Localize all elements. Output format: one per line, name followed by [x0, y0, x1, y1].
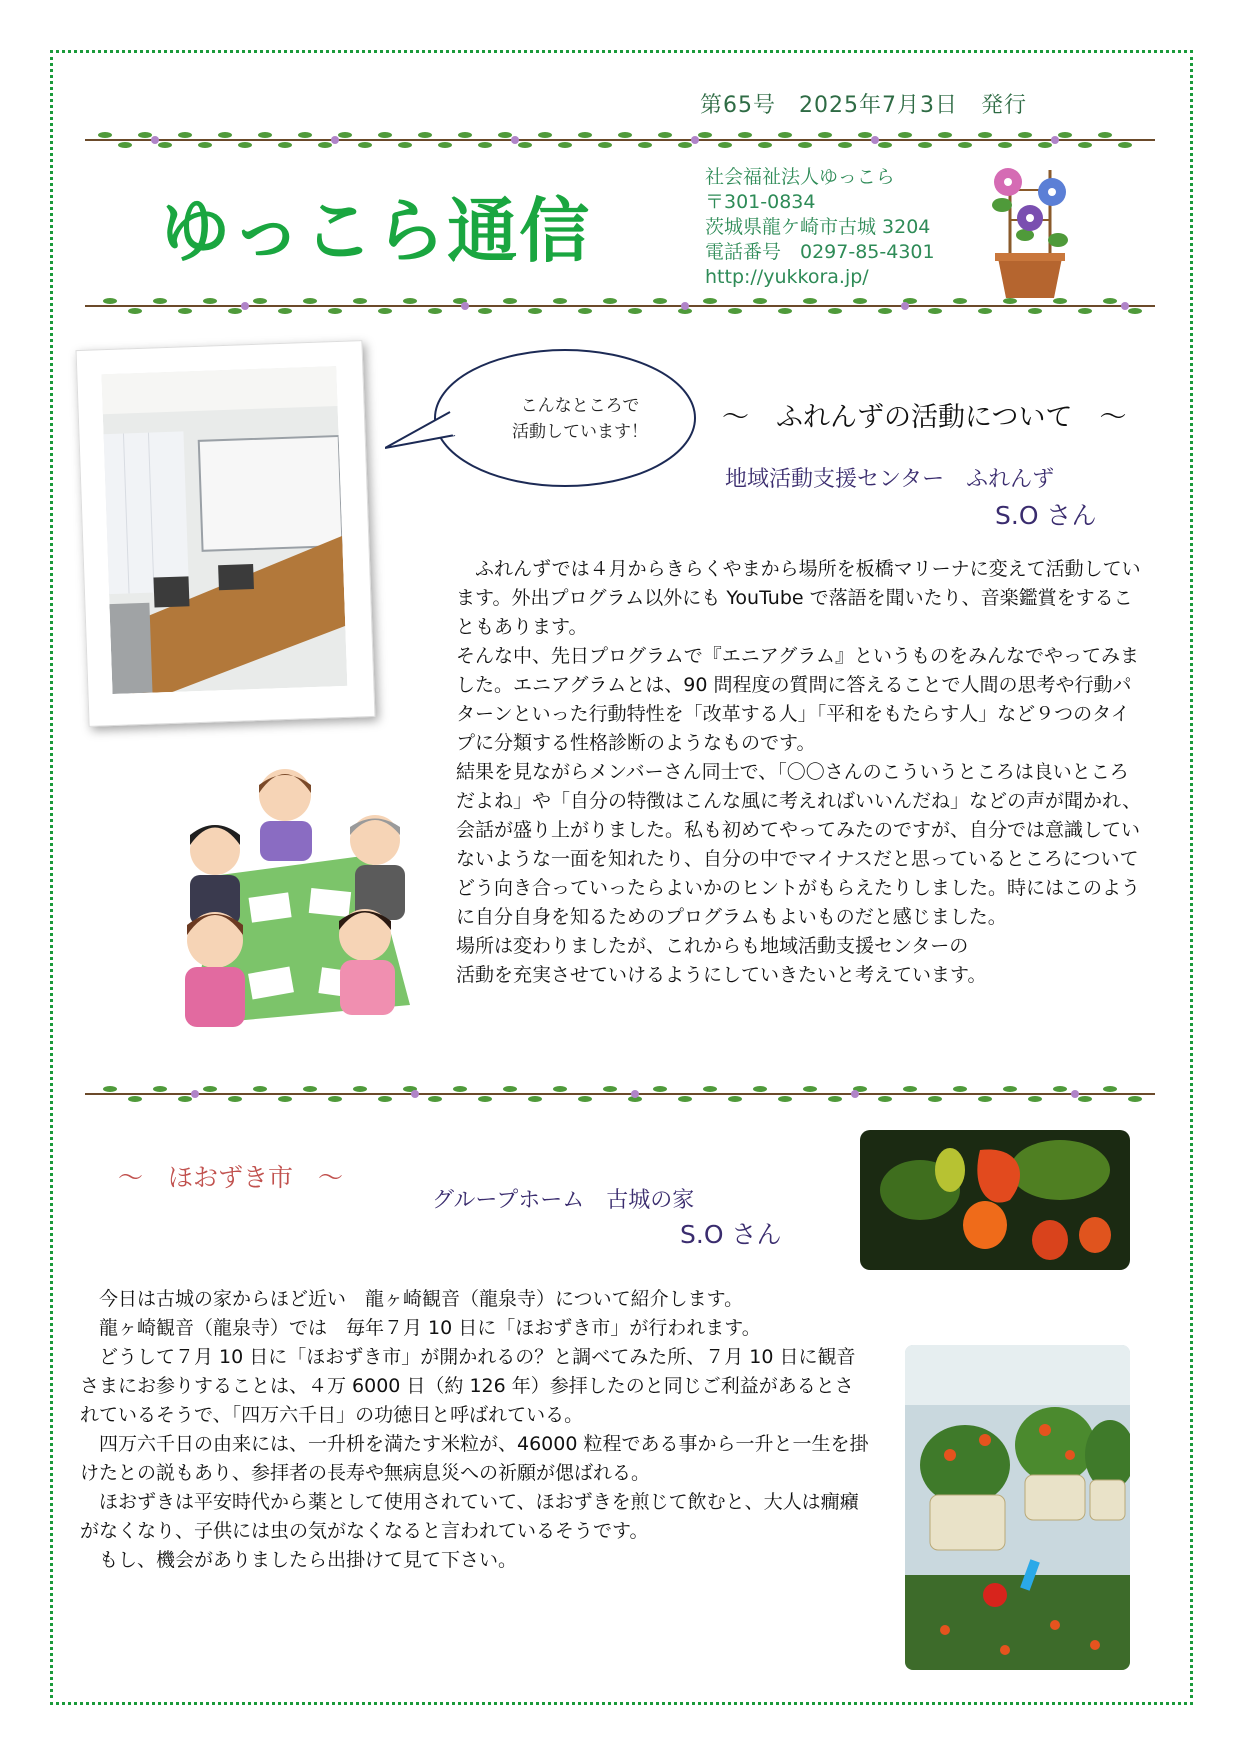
org-contact-block — [705, 165, 935, 290]
section2-title: ～ ほおずき市 ～ — [118, 1163, 344, 1192]
org-name: 社会福祉法人ゆっこら — [705, 166, 895, 188]
org-phone: 電話番号 0297-85-4301 — [705, 241, 935, 263]
section2-body — [80, 1285, 870, 1575]
speech-bubble-text — [480, 393, 680, 445]
bubble-line-2: 活動しています！ — [512, 422, 648, 442]
room-photo — [76, 340, 376, 727]
issue-line: 第65号 2025年7月3日 発行 — [700, 93, 1027, 118]
section2-org: グループホーム 古城の家 — [432, 1188, 695, 1213]
section1-paragraph: そんな中、先日プログラムで『エニアグラム』というものをみんなでやってみました。エニアグラムとは、90 問程度の質問に答えることで人間の思考や行動パターンといった行動特性を「改革する人」「平和をもたらす人」など９つのタイプに分類する性格診断のようなものです。 — [456, 645, 1140, 754]
org-address: 茨城県龍ケ崎市古城 3204 — [705, 216, 931, 238]
org-url[interactable]: http://yukkora.jp/ — [705, 266, 869, 288]
chinese-lantern-photo — [860, 1130, 1130, 1270]
section2-paragraph: 今日は古城の家からほど近い 龍ヶ崎観音（龍泉寺）について紹介します。 — [80, 1288, 744, 1310]
section1-author: S.O さん — [995, 501, 1097, 530]
section2-author: S.O さん — [680, 1220, 782, 1249]
section1-paragraph: 結果を見ながらメンバーさん同士で、「〇〇さんのこういうところは良いところだよね」や「自分の特徴はこんな風に考えればいいんだね」などの声が聞かれ、会話が盛り上がりました。私も初めてやってみたのですが、自分では意識していないような一面を知れたり、自分の中でマイナスだと思っているところについてどう向き合っていったらよいかのヒントがもらえたりしました。時にはこのように自分自身を知るためのプログラムもよいものだと感じました。 — [456, 761, 1142, 928]
section2-paragraph: どうして７月 10 日に「ほおずき市」が開かれるの？と調べてみた所、７月 10 日に観音さまにお参りすることは、４万 6000 日（約 126 年）参拝したのと同じご利益があるとされているそうで、「四万六千日」の功徳日と呼ばれている。 — [80, 1346, 856, 1426]
hanging-baskets-photo — [905, 1345, 1130, 1670]
meeting-illustration — [160, 755, 430, 1055]
newsletter-logo: ゆっこら通信 — [160, 190, 592, 272]
section1-paragraph: ふれんずでは４月からきらくやまから場所を板橋マリーナに変えて活動しています。外出プログラム以外にも YouTube で落語を聞いたり、音楽鑑賞をすることもあります。 — [456, 558, 1141, 638]
section1-org: 地域活動支援センター ふれんず — [725, 467, 1055, 492]
bubble-line-1: こんなところで — [520, 396, 640, 416]
org-postal: 〒301-0834 — [705, 191, 816, 213]
vine-divider-top — [85, 128, 1155, 152]
section1-paragraph: 活動を充実させていけるようにしていきたいと考えています。 — [456, 964, 987, 986]
section2-paragraph: もし、機会がありましたら出掛けて見て下さい。 — [80, 1549, 518, 1571]
section2-paragraph: ほおずきは平安時代から薬として使用されていて、ほおずきを煎じて飲むと、大人は癇癪がなくなり、子供には虫の気がなくなると言われているそうです。 — [80, 1491, 859, 1542]
section2-paragraph: 四万六千日の由来には、一升枡を満たす米粒が、46000 粒程である事から一升と一生を掛けたとの説もあり、参拝者の長寿や無病息災への祈願が偲ばれる。 — [80, 1433, 869, 1484]
morning-glory-pot-illustration — [980, 150, 1080, 300]
section1-body — [456, 555, 1146, 990]
vine-divider-middle — [85, 1082, 1155, 1106]
section1-paragraph: 場所は変わりましたが、これからも地域活動支援センターの — [456, 935, 969, 957]
section2-paragraph: 龍ヶ崎観音（龍泉寺）では 毎年７月 10 日に「ほおずき市」が行われます。 — [80, 1317, 761, 1339]
section1-title: ～ ふれんずの活動について ～ — [722, 402, 1127, 433]
